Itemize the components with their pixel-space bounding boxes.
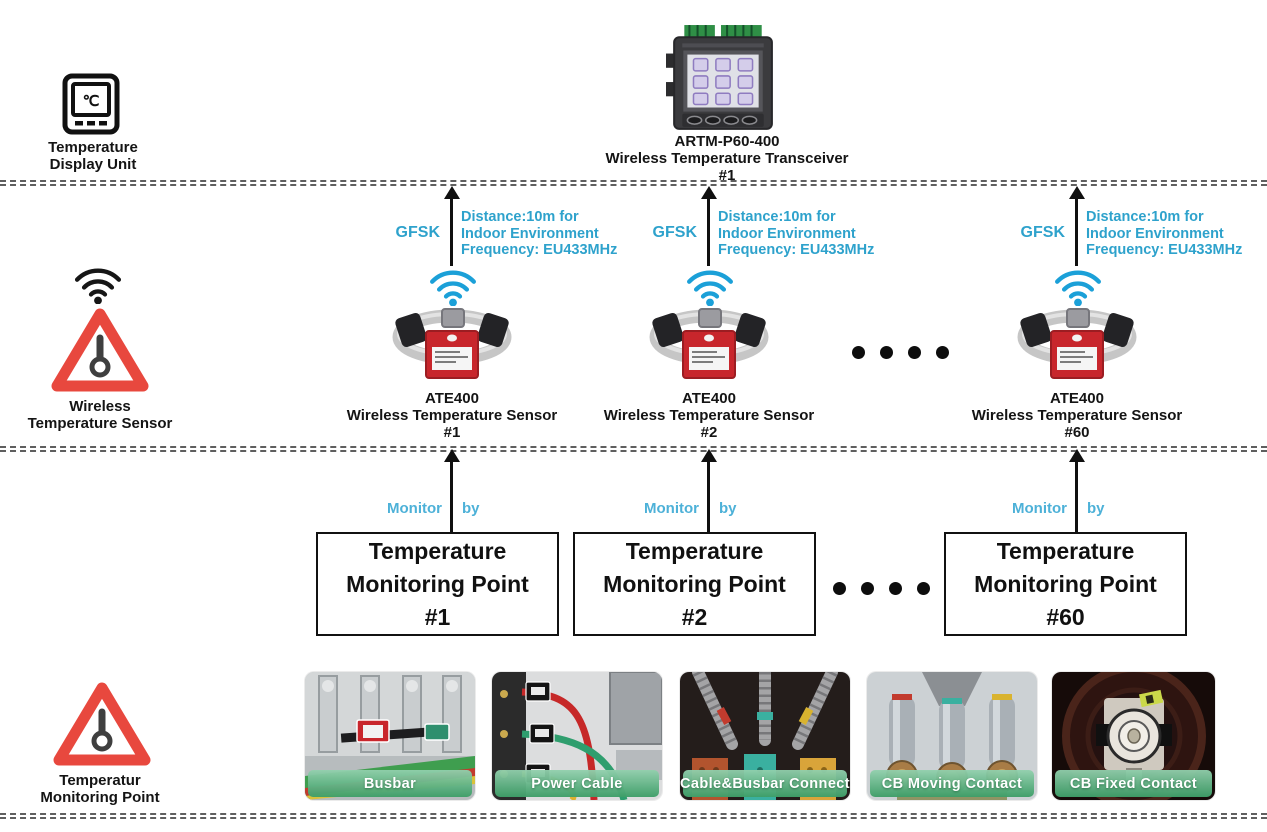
by-word-3: by <box>1087 500 1105 517</box>
dashed-divider-bottom <box>0 813 1267 819</box>
cb-moving-contact-caption: CB Moving Contact <box>870 770 1034 797</box>
monitoring-point-box-3: Temperature Monitoring Point #60 <box>944 532 1187 636</box>
monitor-word-3: Monitor <box>1012 500 1067 517</box>
power-cable-photo <box>492 672 662 800</box>
sensor-label-1: ATE400 Wireless Temperature Sensor #1 <box>346 390 558 441</box>
radio-uplink-arrow-3 <box>1075 198 1078 266</box>
sensor-ellipsis-dots <box>852 346 949 359</box>
gfsk-label-3: GFSK <box>1020 224 1065 241</box>
by-word-2: by <box>719 500 737 517</box>
temperature-display-unit-icon <box>61 73 121 139</box>
sensor-device-image-1 <box>390 307 514 383</box>
gfsk-label-1: GFSK <box>395 224 440 241</box>
monitoring-point-rail-label: Temperatur Monitoring Point <box>40 772 160 806</box>
radio-info-1: Distance:10m for Indoor Environment Frequency: EU433MHz <box>461 209 618 258</box>
radio-uplink-arrow-1 <box>450 198 453 266</box>
radio-uplink-arrow-2 <box>707 198 710 266</box>
transceiver-model: ARTM-P60-400 <box>674 133 780 150</box>
monitoring-point-box-2: Temperature Monitoring Point #2 <box>573 532 816 636</box>
cable-busbar-connect-caption: Cable&Busbar Connect <box>683 770 847 797</box>
monitor-word-1: Monitor <box>387 500 442 517</box>
cb-fixed-contact-photo <box>1052 672 1215 800</box>
transceiver-device-image <box>666 25 778 133</box>
wireless-sensor-label: Wireless Temperature Sensor <box>27 398 173 432</box>
transceiver-unit: #1 <box>718 167 736 184</box>
busbar-photo <box>305 672 475 800</box>
wifi-icon-sensor-3 <box>1052 266 1104 306</box>
monitor-arrow-3 <box>1075 461 1078 533</box>
wifi-icon-sensor-1 <box>427 266 479 306</box>
monitor-word-2: Monitor <box>644 500 699 517</box>
display-unit-label: Temperature Display Unit <box>48 139 138 173</box>
wifi-icon-sensor-2 <box>684 266 736 306</box>
monitoring-point-warning-triangle-icon <box>52 679 152 769</box>
wifi-icon <box>71 264 125 304</box>
monitor-arrow-1 <box>450 461 453 533</box>
power-cable-caption: Power Cable <box>495 770 659 797</box>
gfsk-label-2: GFSK <box>652 224 697 241</box>
transceiver-name: Wireless Temperature Transceiver <box>605 150 849 167</box>
transceiver-label <box>562 133 892 184</box>
busbar-caption: Busbar <box>308 770 472 797</box>
monitor-arrow-2 <box>707 461 710 533</box>
sensor-device-image-2 <box>647 307 771 383</box>
sensor-label-2: ATE400 Wireless Temperature Sensor #2 <box>603 390 815 441</box>
temperature-warning-triangle-icon <box>50 305 150 395</box>
monitoring-point-box-1: Temperature Monitoring Point #1 <box>316 532 559 636</box>
by-word-1: by <box>462 500 480 517</box>
cb-moving-contact-photo <box>867 672 1037 800</box>
sensor-device-image-3 <box>1015 307 1139 383</box>
box-ellipsis-dots <box>833 582 930 595</box>
radio-info-2: Distance:10m for Indoor Environment Frequency: EU433MHz <box>718 209 875 258</box>
svg-text:℃: ℃ <box>82 93 100 110</box>
cable-busbar-connect-photo <box>680 672 850 800</box>
sensor-label-3: ATE400 Wireless Temperature Sensor #60 <box>971 390 1183 441</box>
radio-info-3: Distance:10m for Indoor Environment Frequency: EU433MHz <box>1086 209 1243 258</box>
cb-fixed-contact-caption: CB Fixed Contact <box>1055 770 1212 797</box>
